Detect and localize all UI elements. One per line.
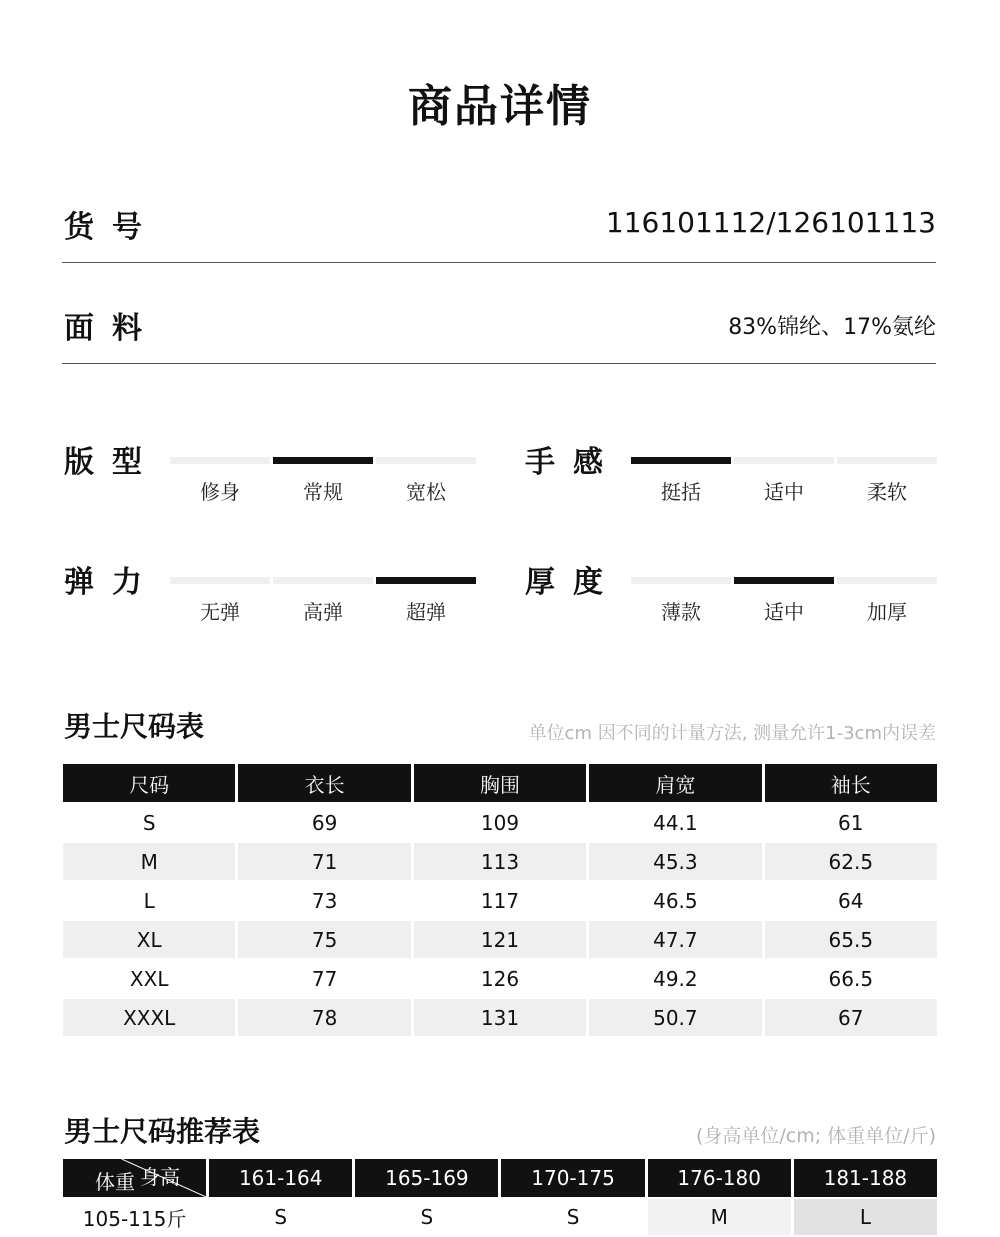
attribute-label: 厚度 xyxy=(525,565,621,600)
corner-height-label: 身高 xyxy=(140,1165,181,1189)
size-chart-table xyxy=(60,762,940,1038)
table-cell: 64 xyxy=(838,888,864,913)
table-cell: 47.7 xyxy=(589,921,761,958)
table-cell: 69 xyxy=(311,810,338,835)
column-header: 衣长 xyxy=(238,764,410,802)
table-cell: 49.2 xyxy=(653,966,698,991)
scale-option-label: 无弹 xyxy=(200,600,240,624)
scale-segment xyxy=(273,577,373,584)
column-header: 肩宽 xyxy=(589,764,761,802)
table-cell: XXL xyxy=(129,966,169,991)
size-cell: S xyxy=(274,1205,288,1229)
fabric-value: 83%锦纶、17%氨纶 xyxy=(728,315,936,340)
table-row xyxy=(63,999,937,1036)
weight-cell: 105-115斤 xyxy=(82,1206,187,1231)
table-cell: 131 xyxy=(414,999,586,1036)
divider xyxy=(62,363,936,364)
table-cell: 50.7 xyxy=(589,999,761,1036)
table-row xyxy=(63,1199,937,1235)
table-row xyxy=(63,843,937,880)
table-row xyxy=(63,804,937,841)
scale-option-label: 常规 xyxy=(303,480,343,504)
size-chart-title: 男士尺码表 xyxy=(64,710,205,743)
fabric-label: 面料 xyxy=(64,311,160,346)
column-header: 176-180 xyxy=(648,1159,791,1197)
attribute-label: 弹力 xyxy=(64,565,160,600)
size-chart-note: 单位cm 因不同的计量方法, 测量允许1-3cm内误差 xyxy=(528,723,936,744)
recommend-chart-note: (身高单位/cm; 体重单位/斤) xyxy=(695,1125,936,1147)
item-no-label: 货号 xyxy=(64,210,160,245)
scale-segment xyxy=(734,457,834,464)
table-row xyxy=(63,921,937,958)
table-cell: 46.5 xyxy=(653,888,698,913)
divider xyxy=(62,262,936,263)
scale-option-label: 宽松 xyxy=(406,480,446,504)
table-cell: S xyxy=(142,810,156,835)
scale-segment xyxy=(837,577,937,584)
item-no-value: 116101112/126101113 xyxy=(605,206,936,239)
column-header: 170-175 xyxy=(501,1159,644,1197)
scale-segment xyxy=(273,457,373,464)
scale-option-label: 适中 xyxy=(764,480,804,504)
table-cell: 66.5 xyxy=(828,966,874,991)
column-header: 161-164 xyxy=(209,1159,352,1197)
size-cell: S xyxy=(566,1205,580,1229)
scale-option-label: 修身 xyxy=(200,480,240,504)
attribute-label: 手感 xyxy=(525,445,621,480)
table-corner-header xyxy=(63,1159,206,1197)
corner-weight-label: 体重 xyxy=(95,1170,135,1194)
scale-option-label: 适中 xyxy=(764,600,804,624)
scale-segment xyxy=(631,577,731,584)
table-cell: 73 xyxy=(311,888,338,913)
scale-segment xyxy=(170,577,270,584)
table-cell: 113 xyxy=(414,843,586,880)
table-cell: 62.5 xyxy=(765,843,937,880)
scale-option-label: 超弹 xyxy=(406,600,446,624)
table-row xyxy=(63,960,937,997)
table-cell: 109 xyxy=(480,810,520,835)
scale-option-label: 薄款 xyxy=(661,600,701,624)
recommend-chart-table xyxy=(60,1157,940,1237)
size-cell: L xyxy=(794,1199,937,1235)
scale-segment xyxy=(734,577,834,584)
scale-segment xyxy=(170,457,270,464)
table-cell: 121 xyxy=(414,921,586,958)
column-header: 165-169 xyxy=(355,1159,498,1197)
table-cell: 65.5 xyxy=(765,921,937,958)
column-header: 181-188 xyxy=(794,1159,937,1197)
scale-segment xyxy=(376,577,476,584)
size-cell: M xyxy=(648,1199,791,1235)
scale-segment xyxy=(376,457,476,464)
page-title: 商品详情 xyxy=(408,81,592,132)
table-cell: 75 xyxy=(238,921,410,958)
table-cell: M xyxy=(63,843,235,880)
table-cell: XXXL xyxy=(63,999,235,1036)
scale-option-label: 高弹 xyxy=(303,600,343,624)
table-cell: 78 xyxy=(238,999,410,1036)
size-cell: S xyxy=(420,1205,434,1229)
table-cell: 126 xyxy=(480,966,520,991)
column-header: 尺码 xyxy=(63,764,235,802)
table-cell: XL xyxy=(63,921,235,958)
scale-option-label: 挺括 xyxy=(661,480,701,504)
recommend-chart-title: 男士尺码推荐表 xyxy=(64,1115,261,1148)
table-cell: 77 xyxy=(311,966,338,991)
table-cell: 61 xyxy=(838,810,864,835)
table-cell: 44.1 xyxy=(653,810,698,835)
table-cell: L xyxy=(143,888,155,913)
column-header: 袖长 xyxy=(765,764,937,802)
table-cell: 45.3 xyxy=(589,843,761,880)
column-header: 胸围 xyxy=(414,764,586,802)
table-cell: 117 xyxy=(480,888,520,913)
scale-option-label: 柔软 xyxy=(867,480,907,504)
table-cell: 71 xyxy=(238,843,410,880)
table-row xyxy=(63,882,937,919)
scale-segment xyxy=(631,457,731,464)
scale-segment xyxy=(837,457,937,464)
table-cell: 67 xyxy=(765,999,937,1036)
attribute-label: 版型 xyxy=(64,445,160,480)
scale-option-label: 加厚 xyxy=(867,600,907,624)
